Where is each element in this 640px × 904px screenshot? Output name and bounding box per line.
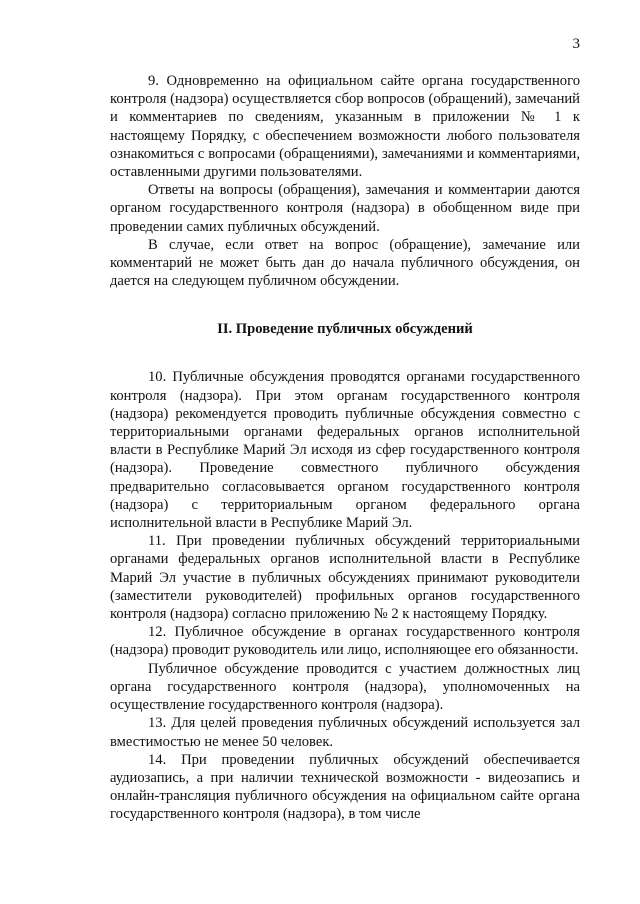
paragraph-answers: Ответы на вопросы (обращения), замечания и комментарии даются органом государственного контроля (надзора) в обобщенном виде при проведении самих публичных обсуждений. (110, 182, 580, 235)
page-number: 3 (572, 36, 580, 52)
paragraph-10: 10. Публичные обсуждения проводятся органами государственного контроля (надзора). При этом органам государственного контроля (надзора) рекомендуется проводить публичные обсуждения совместно с территориальными органами федеральных органов исполнительной власти в Республике Марий Эл исходя из сфер государственного контроля (надзора). Проведение совместного публичного обсуждения предварительно согласовывается органом государственного контроля (надзора) с территориальным органом федерального органа исполнительной власти в Республике Марий Эл. (110, 369, 580, 532)
paragraph-12: 12. Публичное обсуждение в органах государственного контроля (надзора) проводит руководитель или лицо, исполняющее его обязанности. (110, 624, 580, 659)
paragraph-9: 9. Одновременно на официальном сайте органа государственного контроля (надзора) осуществляется сбор вопросов (обращений), замечаний и комментариев по сведениям, указанным в приложении № 1 к настоящему Порядку, с обеспечением возможности любого пользователя ознакомиться с вопросами (обращениями), замечаниями и комментариями, оставленными другими пользователями. (110, 73, 580, 181)
paragraph-14: 14. При проведении публичных обсуждений обеспечивается аудиозапись, а при наличии технической возможности - видеозапись и онлайн-трансляция публичного обсуждения на официальном сайте органа государственного контроля (надзора), в том числе (110, 751, 580, 823)
paragraph-11: 11. При проведении публичных обсуждений территориальными органами федеральных органов исполнительной власти в Республике Марий Эл участие в публичных обсуждениях принимают руководители (заместители руководителей) профильных органов государственного контроля (надзора) согласно приложению № 2 к настоящему Порядку. (110, 533, 580, 623)
document-body (110, 72, 580, 824)
section-heading: II. Проведение публичных обсуждений (217, 321, 473, 338)
paragraph-participants: Публичное обсуждение проводится с участием должностных лиц органа государственного контроля (надзора), уполномоченных на осуществление государственного контроля (надзора). (110, 660, 580, 714)
paragraph-unanswered: В случае, если ответ на вопрос (обращение), замечание или комментарий не может быть дан до начала публичного обсуждения, он дается на следующем публичном обсуждении. (110, 236, 580, 290)
paragraph-13: 13. Для целей проведения публичных обсуждений используется зал вместимостью не менее 50 человек. (110, 715, 580, 750)
